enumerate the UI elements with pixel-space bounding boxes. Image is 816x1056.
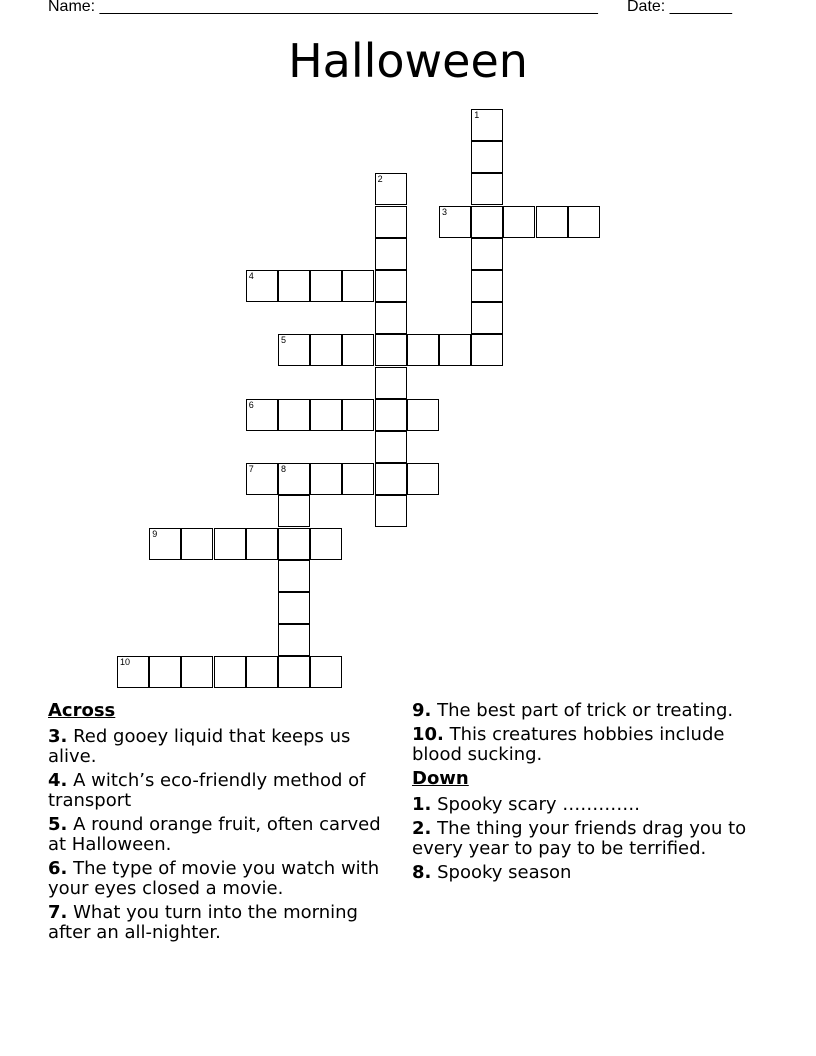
clue-text: This creatures hobbies include blood sucking.	[412, 724, 725, 765]
grid-cell[interactable]	[375, 270, 407, 302]
clue-down-8	[412, 863, 752, 883]
grid-cell[interactable]	[375, 238, 407, 270]
grid-cell[interactable]	[375, 463, 407, 495]
across-heading: Across	[48, 700, 116, 721]
grid-cell[interactable]	[375, 334, 407, 366]
grid-cell[interactable]	[310, 656, 342, 688]
grid-cell[interactable]	[439, 206, 471, 238]
grid-cell[interactable]	[471, 173, 503, 205]
grid-cell[interactable]	[278, 560, 310, 592]
clue-across-4	[48, 771, 388, 811]
grid-cell[interactable]	[278, 334, 310, 366]
grid-cell[interactable]	[536, 206, 568, 238]
clue-number: 9.	[412, 700, 432, 721]
puzzle-title: Halloween	[288, 34, 528, 88]
clue-text: What you turn into the morning after an all-nighter.	[48, 902, 358, 943]
clue-number-label: 8	[281, 464, 287, 475]
grid-cell[interactable]	[246, 270, 278, 302]
grid-cell[interactable]	[246, 463, 278, 495]
grid-cell[interactable]	[568, 206, 600, 238]
clue-number: 3.	[48, 726, 68, 747]
clue-text: The thing your friends drag you to every year to pay to be terrified.	[412, 818, 747, 859]
grid-cell[interactable]	[246, 528, 278, 560]
grid-cell[interactable]	[214, 656, 246, 688]
clue-text: A witch’s eco-friendly method of transport	[48, 770, 366, 811]
grid-cell[interactable]	[342, 334, 374, 366]
clue-across-10	[412, 725, 752, 765]
grid-cell[interactable]	[342, 463, 374, 495]
clue-number-label: 7	[248, 464, 254, 475]
clue-number: 6.	[48, 858, 68, 879]
clue-number: 10.	[412, 724, 444, 745]
grid-cell[interactable]	[278, 656, 310, 688]
clue-number-label: 1	[474, 110, 480, 120]
grid-cell[interactable]	[181, 528, 213, 560]
grid-cell[interactable]	[310, 399, 342, 431]
grid-cell[interactable]	[214, 528, 246, 560]
grid-cell[interactable]	[375, 173, 407, 205]
grid-cell[interactable]	[117, 656, 149, 688]
grid-cell[interactable]	[471, 238, 503, 270]
clue-text: Red gooey liquid that keeps us alive.	[48, 726, 351, 767]
grid-cell[interactable]	[375, 367, 407, 399]
clue-text: The best part of trick or treating.	[437, 700, 734, 721]
clue-number-label: 10	[120, 657, 131, 668]
grid-cell[interactable]	[471, 270, 503, 302]
grid-cell[interactable]	[310, 270, 342, 302]
grid-cell[interactable]	[246, 656, 278, 688]
clue-number: 8.	[412, 862, 432, 883]
grid-cell[interactable]	[471, 302, 503, 334]
grid-cell[interactable]	[246, 399, 278, 431]
grid-cell[interactable]	[407, 463, 439, 495]
grid-cell[interactable]	[407, 334, 439, 366]
grid-cell[interactable]	[342, 270, 374, 302]
clue-number-label: 5	[281, 335, 287, 346]
grid-cell[interactable]	[278, 624, 310, 656]
clue-text: A round orange fruit, often carved at Halloween.	[48, 814, 381, 855]
grid-cell[interactable]	[278, 528, 310, 560]
grid-cell[interactable]	[310, 528, 342, 560]
grid-cell[interactable]	[149, 656, 181, 688]
clue-across-7	[48, 903, 388, 943]
clue-across-6	[48, 859, 388, 899]
date-field-label: Date: _______	[627, 0, 732, 15]
grid-cell[interactable]	[471, 206, 503, 238]
clue-number-label: 3	[442, 206, 448, 217]
clue-number-label: 4	[248, 271, 254, 281]
grid-cell[interactable]	[407, 399, 439, 431]
grid-cell[interactable]	[375, 495, 407, 527]
clue-number: 2.	[412, 818, 432, 839]
grid-cell[interactable]	[278, 592, 310, 624]
grid-cell[interactable]	[278, 463, 310, 495]
clue-number: 1.	[412, 794, 432, 815]
clue-across-3	[48, 727, 388, 767]
clue-down-2	[412, 819, 752, 859]
clue-text: Spooky season	[437, 862, 572, 883]
clue-across-5	[48, 815, 388, 855]
grid-cell[interactable]	[342, 399, 374, 431]
clue-number-label: 6	[248, 399, 254, 410]
grid-cell[interactable]	[471, 109, 503, 141]
grid-cell[interactable]	[503, 206, 535, 238]
clue-text: Spooky scary ………….	[437, 794, 640, 815]
clue-down-1	[412, 795, 752, 815]
clue-column-left	[48, 701, 388, 947]
clue-column-right	[412, 701, 752, 887]
name-field-label: Name: ________________________________________________________	[48, 0, 598, 15]
grid-cell[interactable]	[471, 334, 503, 366]
clue-number: 4.	[48, 770, 68, 791]
grid-cell[interactable]	[181, 656, 213, 688]
grid-cell[interactable]	[278, 270, 310, 302]
grid-cell[interactable]	[278, 399, 310, 431]
down-heading: Down	[412, 768, 469, 789]
grid-cell[interactable]	[375, 399, 407, 431]
clue-number: 7.	[48, 902, 68, 923]
grid-cell[interactable]	[149, 528, 181, 560]
grid-cell[interactable]	[375, 206, 407, 238]
grid-cell[interactable]	[310, 334, 342, 366]
clue-number: 5.	[48, 814, 68, 835]
grid-cell[interactable]	[278, 495, 310, 527]
grid-cell[interactable]	[439, 334, 471, 366]
clue-text: The type of movie you watch with your eyes closed a movie.	[48, 858, 380, 899]
grid-cell[interactable]	[375, 431, 407, 463]
clue-across-9	[412, 701, 752, 721]
clue-number-label: 9	[152, 528, 158, 539]
grid-cell[interactable]	[375, 302, 407, 334]
clue-number-label: 2	[377, 174, 383, 185]
grid-cell[interactable]	[310, 463, 342, 495]
grid-cell[interactable]	[471, 141, 503, 173]
